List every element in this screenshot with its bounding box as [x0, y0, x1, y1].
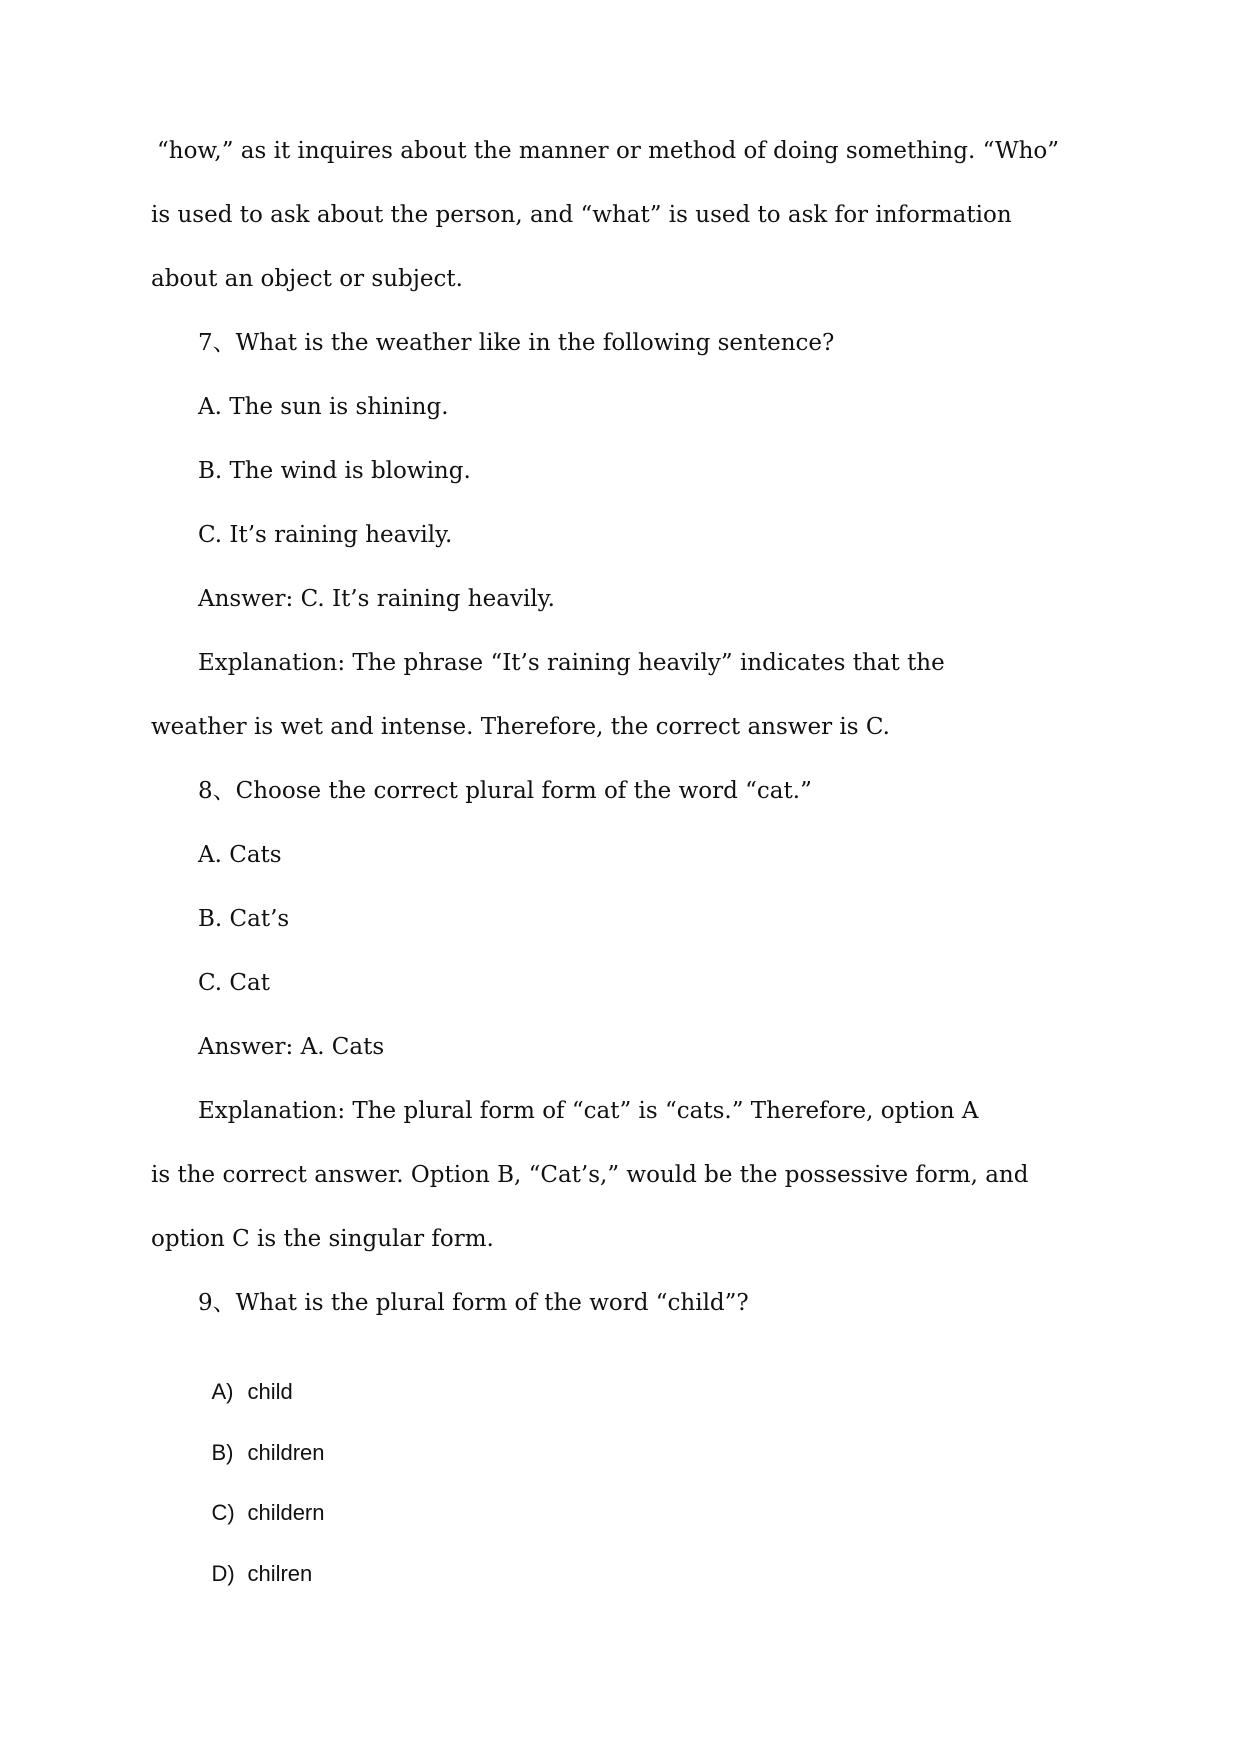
- q8-explanation-line-2: is the correct answer. Option B, “Cat’s,” would be the possessive form, and: [151, 1162, 1029, 1188]
- option-letter: C): [211, 1500, 235, 1525]
- intro-line-3: about an object or subject.: [151, 266, 463, 292]
- option-letter: B): [211, 1440, 234, 1465]
- option-text: childern: [247, 1500, 325, 1525]
- q8-option-b: B. Cat’s: [198, 906, 290, 932]
- q7-answer: Answer: C. It’s raining heavily.: [198, 586, 555, 612]
- q7-explanation-line-1: Explanation: The phrase “It’s raining heavily” indicates that the: [198, 650, 945, 676]
- q7-option-a: A. The sun is shining.: [198, 394, 449, 420]
- q8-option-a: A. Cats: [198, 842, 282, 868]
- intro-line-2: is used to ask about the person, and “what” is used to ask for information: [151, 202, 1012, 228]
- option-letter: A): [211, 1379, 234, 1404]
- q7-option-c: C. It’s raining heavily.: [198, 522, 453, 548]
- option-text: child: [247, 1379, 293, 1404]
- q7-option-b: B. The wind is blowing.: [198, 458, 471, 484]
- option-text: chilren: [247, 1561, 313, 1586]
- q9-question: 9、What is the plural form of the word “child”?: [198, 1290, 749, 1316]
- option-letter: D): [211, 1561, 235, 1586]
- q9-option-d: [187, 1532, 312, 1616]
- q8-question: 8、Choose the correct plural form of the word “cat.”: [198, 778, 812, 804]
- q8-option-c: C. Cat: [198, 970, 270, 996]
- q7-question: 7、What is the weather like in the following sentence?: [198, 330, 835, 356]
- q8-explanation-line-3: option C is the singular form.: [151, 1226, 494, 1252]
- q7-explanation-line-2: weather is wet and intense. Therefore, the correct answer is C.: [151, 714, 890, 740]
- q8-explanation-line-1: Explanation: The plural form of “cat” is “cats.” Therefore, option A: [198, 1098, 979, 1124]
- option-text: children: [247, 1440, 325, 1465]
- q8-answer: Answer: A. Cats: [198, 1034, 385, 1060]
- intro-line-1: “how,” as it inquires about the manner or method of doing something. “Who”: [157, 138, 1060, 164]
